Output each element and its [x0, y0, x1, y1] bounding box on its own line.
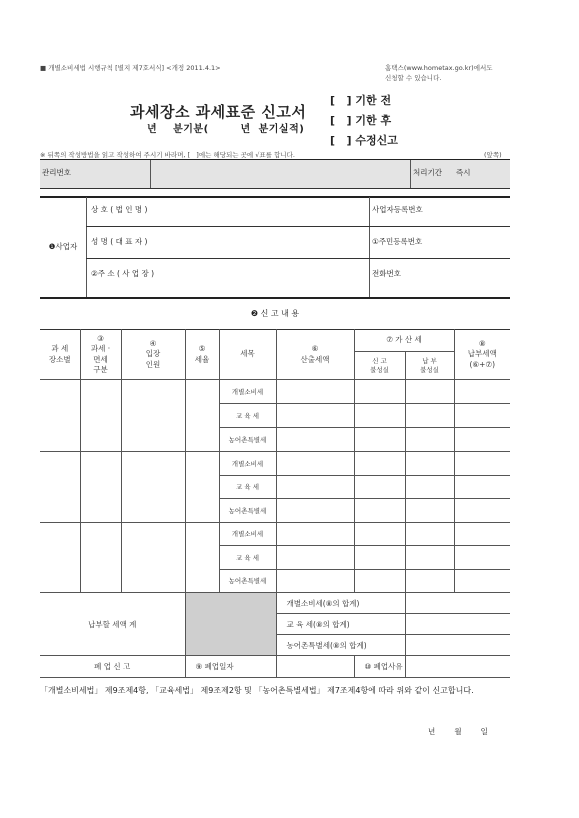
col-header-payment-negligence: 납 부 불성실 — [405, 352, 454, 380]
payable-tax-cell[interactable] — [454, 475, 510, 499]
tax-item-label: 교 육 세 — [219, 546, 276, 570]
resident-number-label: ①주민등록번호 — [372, 237, 423, 246]
payment-negligence-cell[interactable] — [405, 428, 454, 452]
col-header-tax-item: 세목 — [219, 330, 276, 380]
payable-tax-cell[interactable] — [454, 380, 510, 404]
total-education-tax-value[interactable] — [405, 614, 510, 635]
declaration-statement: 「개별소비세법」 제9조제4항, 「교육세법」 제9조제2항 및 「농어촌특별세법」 제7조제4항에 따라 위와 같이 신고합니다. — [40, 686, 474, 695]
page-side-label: (앞쪽) — [484, 151, 502, 159]
totals-label: 납부할 세액 계 — [40, 593, 185, 656]
calculated-tax-cell[interactable] — [276, 380, 354, 404]
hometax-note-line1: 홈택스(www.hometax.go.kr)에서도 — [385, 64, 493, 72]
declaration-section-title: ❷ 신 고 내 용 — [250, 308, 300, 318]
col-header-rate: ⑤ 세율 — [185, 330, 219, 380]
calculated-tax-cell[interactable] — [276, 428, 354, 452]
declaration-table — [40, 329, 510, 678]
payment-negligence-cell[interactable] — [405, 404, 454, 428]
place-cell[interactable] — [40, 522, 80, 593]
report-negligence-cell[interactable] — [354, 428, 405, 452]
calculated-tax-cell[interactable] — [276, 522, 354, 546]
tax-item-label: 교 육 세 — [219, 404, 276, 428]
col-header-report-negligence: 신 고 불성실 — [354, 352, 405, 380]
payment-negligence-cell[interactable] — [405, 475, 454, 499]
form-period: 년 분기분( 년 분기실적) — [147, 124, 305, 135]
management-number-label: 관리번호 — [42, 168, 71, 177]
calculated-tax-cell[interactable] — [276, 499, 354, 523]
rate-cell[interactable] — [185, 380, 219, 452]
exempt-cell[interactable] — [80, 452, 121, 523]
instruction-note: ※ 뒤쪽의 작성방법을 읽고 작성하여 주시기 바라며, [ ]에는 해당되는 곳에 √표를 합니다. — [40, 151, 295, 159]
exempt-cell[interactable] — [80, 380, 121, 452]
processing-period-value: 즉시 — [456, 168, 471, 177]
payment-negligence-cell[interactable] — [405, 522, 454, 546]
totals-shaded-area — [185, 593, 276, 656]
closure-date-label: ⑨ 폐업일자 — [185, 656, 276, 678]
payable-tax-cell[interactable] — [454, 499, 510, 523]
payable-tax-cell[interactable] — [454, 428, 510, 452]
payment-negligence-cell[interactable] — [405, 546, 454, 570]
total-individual-consumption-tax-label: 개별소비세(⑧의 합계) — [276, 593, 405, 614]
payable-tax-cell[interactable] — [454, 546, 510, 570]
tax-item-label: 농어촌특별세 — [219, 569, 276, 593]
payment-negligence-cell[interactable] — [405, 452, 454, 476]
tax-item-label: 개별소비세 — [219, 522, 276, 546]
col-header-payable-tax: ⑧ 납부세액 (⑥+⑦) — [454, 330, 510, 380]
closure-date-value[interactable] — [276, 656, 354, 678]
col-header-place: 과 세 장소별 — [40, 330, 80, 380]
place-cell[interactable] — [40, 452, 80, 523]
report-negligence-cell[interactable] — [354, 380, 405, 404]
payable-tax-cell[interactable] — [454, 404, 510, 428]
option-amended-report[interactable]: [ ] 수정신고 — [330, 134, 398, 147]
col-header-admission: ④ 입장 인원 — [121, 330, 185, 380]
col-header-exempt: ③ 과세 · 면세 구분 — [80, 330, 121, 380]
phone-number-label: 전화번호 — [372, 269, 401, 278]
report-negligence-cell[interactable] — [354, 522, 405, 546]
place-cell[interactable] — [40, 380, 80, 452]
payable-tax-cell[interactable] — [454, 569, 510, 593]
calculated-tax-cell[interactable] — [276, 569, 354, 593]
option-after-deadline[interactable]: [ ] 기한 후 — [330, 114, 392, 127]
declaration-row — [40, 522, 510, 546]
tax-item-label: 개별소비세 — [219, 452, 276, 476]
representative-name-label: 성 명 ( 대 표 자 ) — [91, 237, 148, 246]
business-reg-number-label: 사업자등록번호 — [372, 205, 423, 214]
tax-item-label: 농어촌특별세 — [219, 428, 276, 452]
closure-reason-value[interactable] — [405, 656, 510, 678]
rate-cell[interactable] — [185, 452, 219, 523]
report-type-options — [330, 92, 398, 152]
tax-item-label: 교 육 세 — [219, 475, 276, 499]
payment-negligence-cell[interactable] — [405, 499, 454, 523]
report-negligence-cell[interactable] — [354, 499, 405, 523]
total-individual-consumption-tax-value[interactable] — [405, 593, 510, 614]
col-header-calculated-tax: ⑥ 산출세액 — [276, 330, 354, 380]
report-negligence-cell[interactable] — [354, 475, 405, 499]
col-header-additional-tax: ⑦ 가 산 세 — [354, 330, 454, 352]
rate-cell[interactable] — [185, 522, 219, 593]
report-negligence-cell[interactable] — [354, 546, 405, 570]
tax-item-label: 개별소비세 — [219, 380, 276, 404]
payment-negligence-cell[interactable] — [405, 380, 454, 404]
payable-tax-cell[interactable] — [454, 452, 510, 476]
payment-negligence-cell[interactable] — [405, 569, 454, 593]
date-line: 년 월 일 — [428, 727, 488, 736]
report-negligence-cell[interactable] — [354, 404, 405, 428]
admission-cell[interactable] — [121, 522, 185, 593]
form-rule-text: ■ 개별소비세법 시행규칙 [별지 제7호서식] <개정 2011.4.1> — [40, 64, 221, 72]
calculated-tax-cell[interactable] — [276, 475, 354, 499]
calculated-tax-cell[interactable] — [276, 452, 354, 476]
calculated-tax-cell[interactable] — [276, 404, 354, 428]
declaration-row — [40, 452, 510, 476]
exempt-cell[interactable] — [80, 522, 121, 593]
report-negligence-cell[interactable] — [354, 452, 405, 476]
admission-cell[interactable] — [121, 452, 185, 523]
total-rural-special-tax-value[interactable] — [405, 635, 510, 656]
hometax-note-line2: 신청할 수 있습니다. — [385, 74, 442, 82]
tax-item-label: 농어촌특별세 — [219, 499, 276, 523]
company-name-label: 상 호 ( 법 인 명 ) — [91, 205, 148, 214]
payable-tax-cell[interactable] — [454, 522, 510, 546]
business-address-label: ②주 소 ( 사 업 장 ) — [91, 269, 155, 278]
processing-period-label: 처리기간 — [413, 168, 442, 177]
declaration-row — [40, 380, 510, 404]
option-before-deadline[interactable]: [ ] 기한 전 — [330, 94, 392, 107]
total-rural-special-tax-label: 농어촌특별세(⑧의 합계) — [276, 635, 405, 656]
total-education-tax-label: 교 육 세(⑧의 합계) — [276, 614, 405, 635]
business-section-label: ❶사업자 — [48, 242, 78, 252]
closure-report-label: 폐 업 신 고 — [40, 656, 185, 678]
admission-cell[interactable] — [121, 380, 185, 452]
form-title: 과세장소 과세표준 신고서 — [130, 103, 307, 121]
closure-reason-label: ⑩ 폐업사유 — [354, 656, 405, 678]
calculated-tax-cell[interactable] — [276, 546, 354, 570]
report-negligence-cell[interactable] — [354, 569, 405, 593]
